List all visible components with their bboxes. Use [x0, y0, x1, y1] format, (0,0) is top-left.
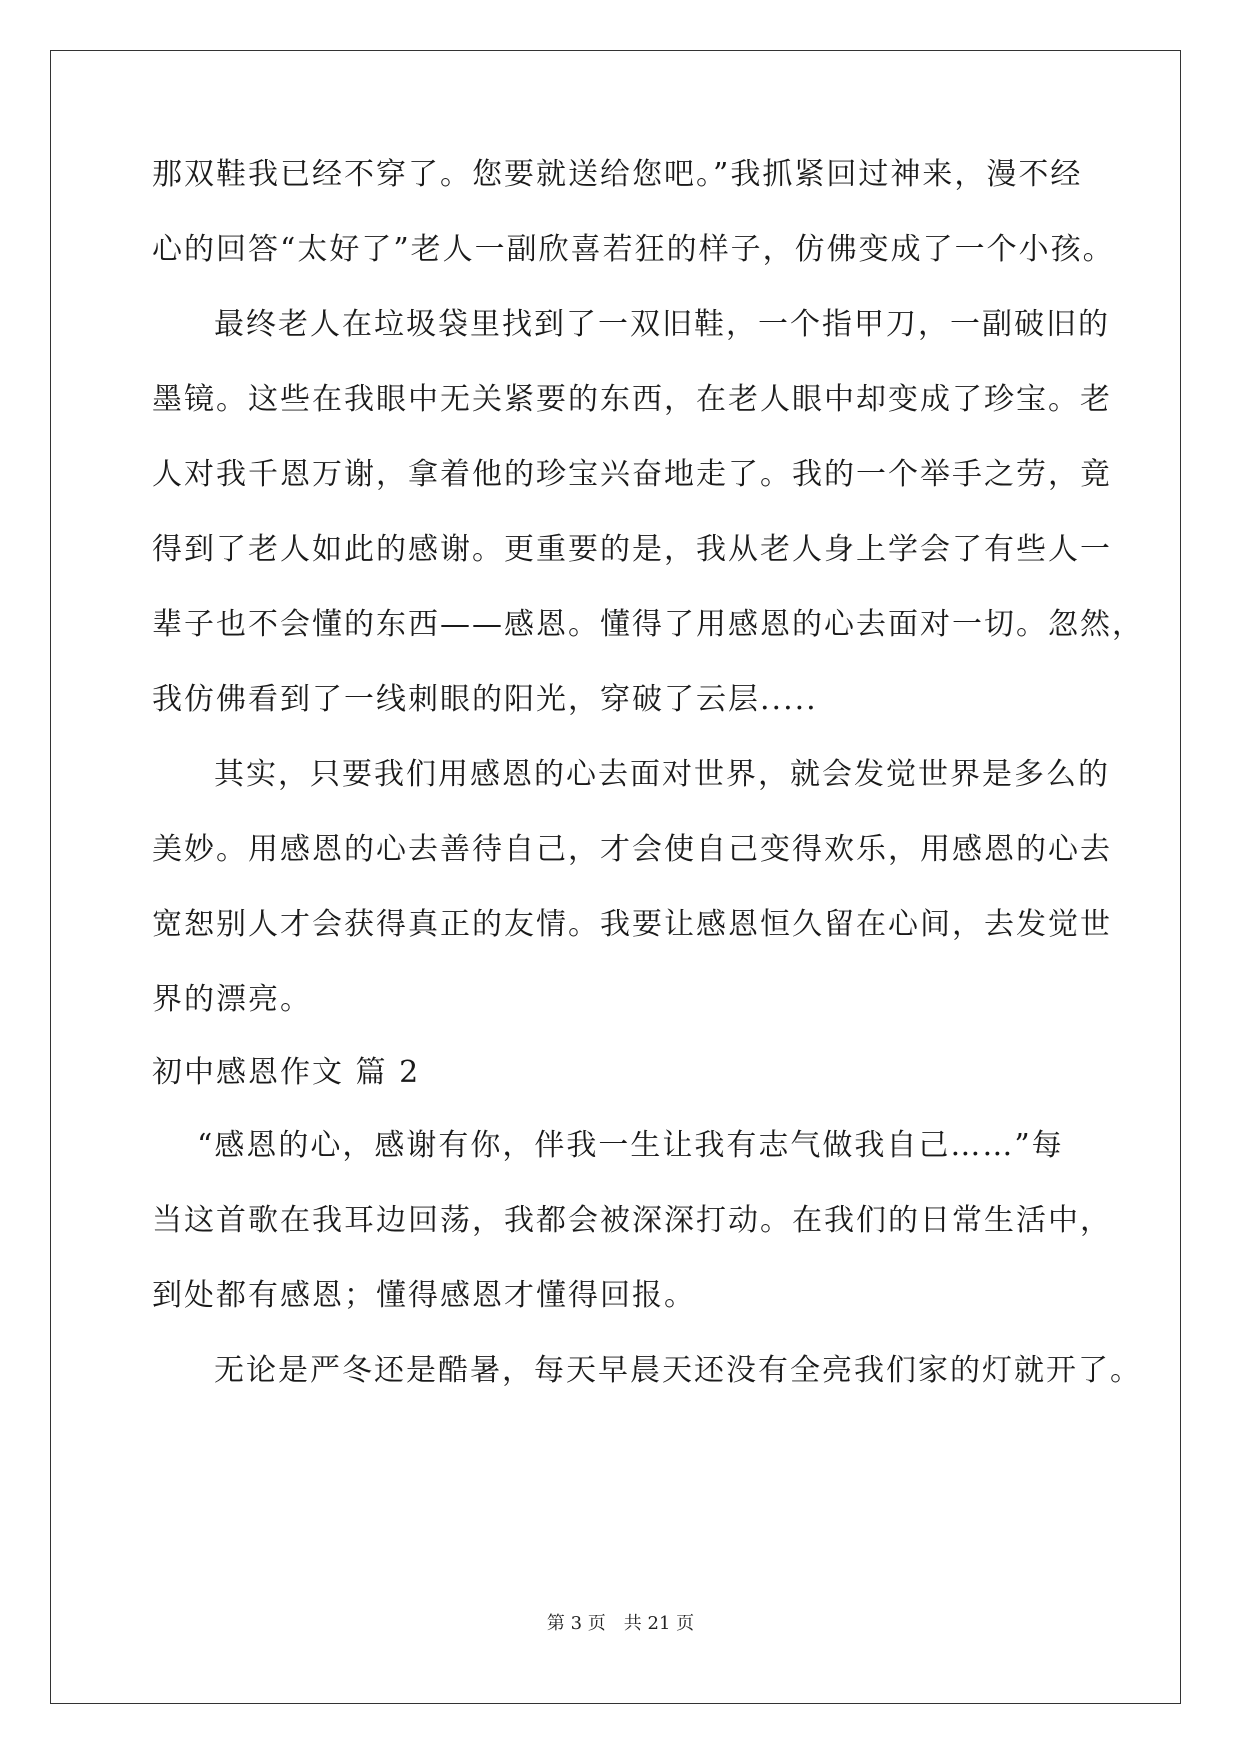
text-line: 宽恕别人才会获得真正的友情。我要让感恩恒久留在心间，去发觉世: [152, 907, 1112, 942]
paragraph-start-line: 其实，只要我们用感恩的心去面对世界，就会发觉世界是多么的: [214, 757, 1110, 792]
text-line: 美妙。用感恩的心去善待自己，才会使自己变得欢乐，用感恩的心去: [152, 832, 1112, 867]
text-line: 我仿佛看到了一线刺眼的阳光，穿破了云层.....: [152, 682, 818, 717]
paragraph-start-line: 无论是严冬还是酷暑，每天早晨天还没有全亮我们家的灯就开了。: [214, 1353, 1142, 1388]
text-line: 得到了老人如此的感谢。更重要的是，我从老人身上学会了有些人一: [152, 532, 1112, 567]
page-total: 共 21 页: [623, 1613, 695, 1634]
text-line: 到处都有感恩；懂得感恩才懂得回报。: [152, 1278, 696, 1313]
page-border: [50, 50, 1181, 1704]
text-line: 辈子也不会懂的东西——感恩。懂得了用感恩的心去面对一切。忽然，: [152, 607, 1144, 642]
text-line: 墨镜。这些在我眼中无关紧要的东西，在老人眼中却变成了珍宝。老: [152, 382, 1112, 417]
section-heading: 初中感恩作文 篇 2: [152, 1055, 421, 1090]
text-line: 那双鞋我已经不穿了。您要就送给您吧。”我抓紧回过神来，漫不经: [152, 157, 1083, 192]
page-footer: [0, 1612, 1241, 1636]
paragraph-start-line: “感恩的心，感谢有你，伴我一生让我有志气做我自己……”每: [197, 1128, 1064, 1163]
text-line: 人对我千恩万谢，拿着他的珍宝兴奋地走了。我的一个举手之劳，竟: [152, 457, 1112, 492]
text-line: 界的漂亮。: [152, 982, 312, 1017]
paragraph-start-line: 最终老人在垃圾袋里找到了一双旧鞋，一个指甲刀，一副破旧的: [214, 307, 1110, 342]
page-number: 第 3 页: [546, 1613, 606, 1634]
text-line: 心的回答“太好了”老人一副欣喜若狂的样子，仿佛变成了一个小孩。: [152, 232, 1115, 267]
text-line: 当这首歌在我耳边回荡，我都会被深深打动。在我们的日常生活中，: [152, 1203, 1112, 1238]
